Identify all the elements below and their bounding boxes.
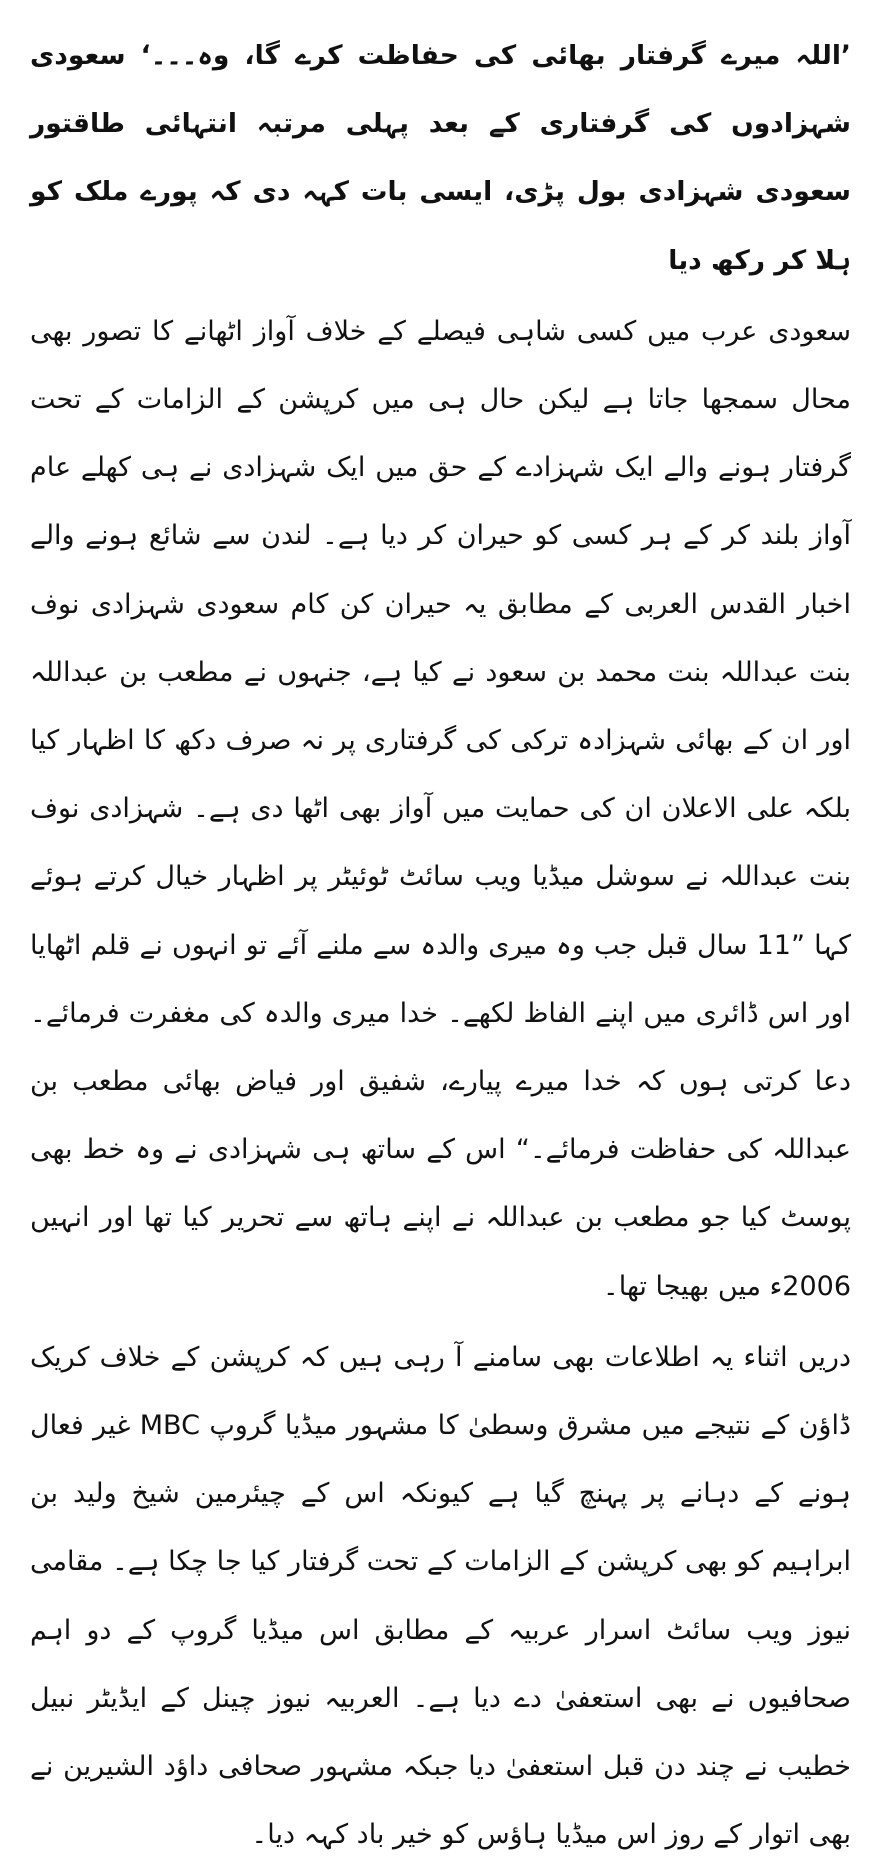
article-paragraph-1: سعودی عرب میں کسی شاہی فیصلے کے خلاف آواز اٹھانے کا تصور بھی محال سمجھا جاتا ہے لیکن حال ہی میں کرپشن کے الزامات کے تحت گرفتار ہونے والے ایک شہزادے کے حق میں ایک شہزادی نے ہی کھلے عام آواز بلند کر کے ہر کسی کو حیران کر دیا ہے۔ لندن سے شائع ہونے والے اخبار القدس العربی کے مطابق یہ حیران کن کام سعودی شہزادی نوف بنت عبداللہ بنت محمد بن سعود نے کیا ہے، جنہوں نے مطعب بن عبداللہ اور ان کے بھائی شہزادہ ترکی کی گرفتاری پر نہ صرف دکھ کا اظہار کیا بلکہ علی الاعلان ان کی حمایت میں آواز بھی اٹھا دی ہے۔ شہزادی نوف بنت عبداللہ نے سوشل میڈیا ویب سائٹ ٹوئیٹر پر اظہار خیال کرتے ہوئے کہا ”11 سال قبل جب وہ میری والدہ سے ملنے آئے تو انہوں نے قلم اٹھایا اور اس ڈائری میں اپنے الفاظ لکھے۔ خدا میری والدہ کی مغفرت فرمائے۔ دعا کرتی ہوں کہ خدا میرے پیارے، شفیق اور فیاض بھائی مطعب بن عبداللہ کی حفاظت فرمائے۔“ اس کے ساتھ ہی شہزادی نے وہ خط بھی پوسٹ کیا جو مطعب بن عبداللہ نے اپنے ہاتھ سے تحریر کیا تھا اور انہیں 2006ء میں بھیجا تھا۔ bbox=[30, 315, 851, 1302]
article-paragraph-2: دریں اثناء یہ اطلاعات بھی سامنے آ رہی ہیں کہ کرپشن کے خلاف کریک ڈاؤن کے نتیجے میں مشرق وسطیٰ کا مشہور میڈیا گروپ MBC غیر فعال ہونے کے دہانے پر پہنچ گیا ہے کیونکہ اس کے چیئرمین شیخ ولید بن ابراہیم کو بھی کرپشن کے الزامات کے تحت گرفتار کیا جا چکا ہے۔ مقامی نیوز ویب سائٹ اسرار عربیہ کے مطابق اس میڈیا گروپ کے دو اہم صحافیوں نے بھی استعفیٰ دے دیا ہے۔ العربیہ نیوز چینل کے ایڈیٹر نبیل خطیب نے چند دن قبل استعفیٰ دیا جبکہ مشہور صحافی داؤد الشیرین نے بھی اتوار کے روز اس میڈیا ہاؤس کو خیر باد کہہ دیا۔ bbox=[30, 1341, 852, 1851]
article-headline: ’اللہ میرے گرفتار بھائی کی حفاظت کرے گا، وہ۔۔۔‘ سعودی شہزادوں کی گرفتاری کے بعد پہلی مرتبہ انتہائی طاقتور سعودی شہزادی بول پڑی، ایسی بات کہہ دی کہ پورے ملک کو ہلا کر رکھ دیا bbox=[30, 40, 851, 276]
